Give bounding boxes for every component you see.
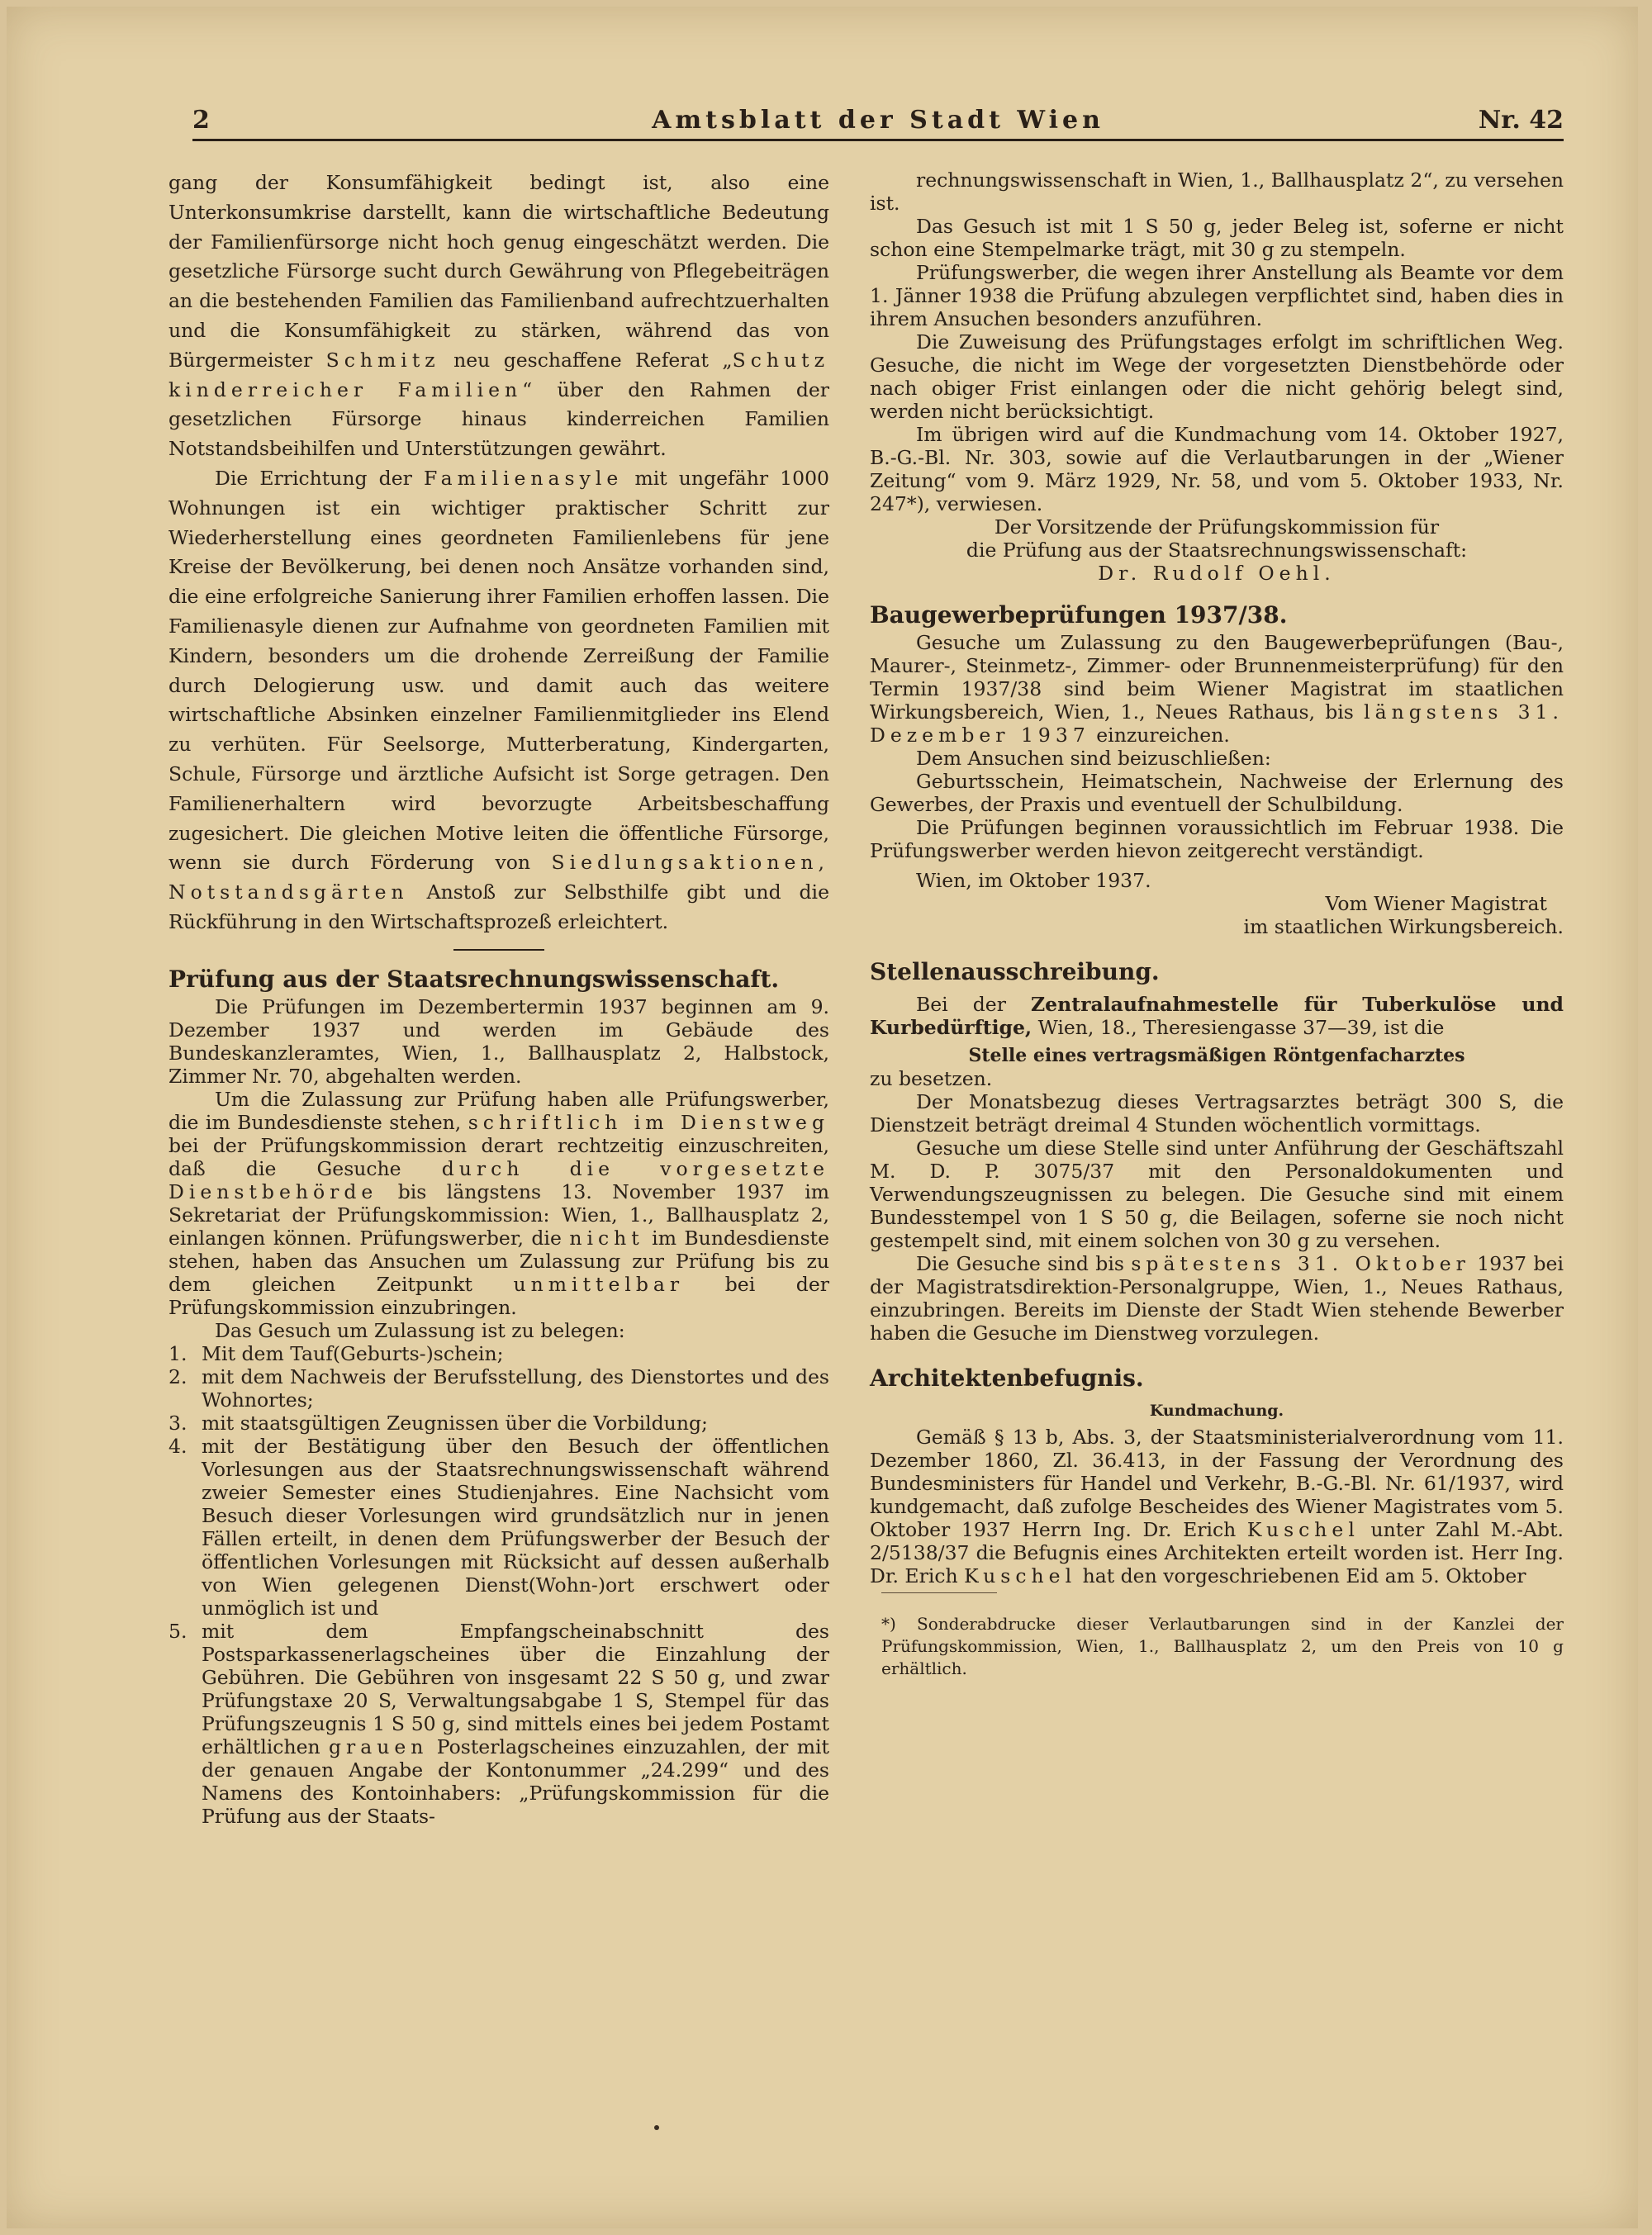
list-text: Mit dem Tauf(Geburts-)schein; xyxy=(202,1341,504,1365)
issue-number: Nr. 42 xyxy=(1478,106,1564,135)
list-text: mit dem Nachweis der Berufsstellung, des Dienstortes und des Wohnortes; xyxy=(202,1364,829,1412)
text-run: bis längstens 13. November 1937 im Sekretariat der Prüfungskommission: Wien, 1., Ballhausplatz 2, einlangen können. Prüfungswerber, die xyxy=(169,1179,829,1250)
text-run: “ über den Rahmen der gesetzlichen Fürsorge hinaus kinderreichen Familien Notstandsbeihilfen und Unterstützungen gewährt. xyxy=(169,377,830,461)
spaced-term: spätestens 31. Oktober xyxy=(1131,1252,1470,1275)
list-number: 1. xyxy=(169,1341,188,1365)
text-run: Die Errichtung der xyxy=(215,466,412,490)
spaced-term: Siedlungsaktionen, Notstandsgärten xyxy=(169,851,829,904)
section-paragraph xyxy=(870,993,1564,1039)
signature-name xyxy=(870,562,1564,585)
list-number: 5. xyxy=(169,1619,188,1643)
list-item xyxy=(169,1620,829,1828)
section-paragraph: Dem Ansuchen sind beizuschließen: xyxy=(916,747,1271,770)
text-run: mit ungefähr 1000 Wohnungen ist ein wichtiger praktischer Schritt zur Wiederherstellung eines geordneten Familienlebens für jene Kreise der Bevölkerung, bei denen noch Ansätze vorhanden sind, die eine erfolgreiche Sanierung ihrer Familien erhoffen lassen. Die Familienasyle dienen zur Aufnahme von geordneten Familien mit Kindern, besonders um die drohende Zerreißung der Familie durch Delogierung usw. und damit auch das weitere wirtschaftliche Absinken einzelner Familienmitglieder ins Elend zu verhüten. Für Seelsorge, Mutterberatung, Kindergarten, Schule, Fürsorge und ärztliche Aufsicht ist Sorge getragen. Den Familienerhaltern wird bevorzugte Arbeitsbeschaffung zugesichert. Die gleichen Motive leiten die öffentliche Fürsorge, wenn sie durch Förderung von xyxy=(169,466,829,875)
text-run: bei der Prüfungskommission derart rechtzeitig einzuschreiten, daß die Gesuche xyxy=(169,1133,829,1180)
list-number: 3. xyxy=(169,1411,188,1435)
spaced-name: Kuschel xyxy=(1246,1518,1360,1541)
page-mark xyxy=(654,2125,659,2130)
footnote: *) Sonderabdrucke dieser Verlautbarungen sind in der Kanzlei der Prüfungskommission, Wien, 1., Ballhausplatz 2, um den Preis von 10 g erhältlich. xyxy=(881,1614,1564,1678)
text-run: Gesuche um Zulassung zu den Baugewerbeprüfungen (Bau-, Maurer-, Steinmetz-, Zimmer- oder Brunnenmeisterprüfung) für den Termin 1937/38 sind beim Wiener Magistrat im staatlichen Wirkungsbereich, Wien, 1., Neues Rathaus, bis xyxy=(870,631,1564,724)
text-run: Gemäß § 13 b, Abs. 3, der Staatsministerialverordnung vom 11. Dezember 1860, Zl. 36.413, in der Fassung der Verordnung des Bundesministers für Handel und Verkehr, B.-G.-Bl. Nr. 61/1937, wird kundgemacht, daß zufolge Bescheides des Wiener Magistrates vom 5. Oktober 1937 Herrn Ing. Dr. Erich xyxy=(870,1426,1564,1541)
text-run: Die Gesuche sind bis xyxy=(916,1252,1124,1275)
spaced-term: unmittelbar xyxy=(513,1272,685,1296)
signature-line: Vom Wiener Magistrat xyxy=(1325,892,1547,915)
spaced-name: Dr. Rudolf Oehl. xyxy=(1098,562,1336,585)
requirements-list xyxy=(169,1342,829,1828)
bold-term: Zentralaufnahmestelle für Tuberkulöse und Kurbedürftige, xyxy=(870,993,1564,1039)
text-run: hat den vorgeschriebenen Eid am 5. Oktober xyxy=(1082,1564,1526,1587)
text-run: Anstoß zur Selbsthilfe gibt und die Rückführung in den Wirtschaftsprozeß erleichtert. xyxy=(169,880,829,933)
article-paragraph: Im übrigen wird auf die Kundmachung vom 14. Oktober 1927, B.-G.-Bl. Nr. 303, sowie auf die Verlautbarungen in der „Wiener Zeitung“ vom 9. März 1929, Nr. 58, und vom 5. Oktober 1933, Nr. 247*), verwiesen. xyxy=(870,423,1564,515)
section-paragraph: Die Prüfungen im Dezembertermin 1937 beginnen am 9. Dezember 1937 und werden im Gebäude des Bundeskanzleramtes, Wien, 1., Ballhausplatz 2, Halbstock, Zimmer Nr. 70, abgehalten werden. xyxy=(169,994,829,1088)
spaced-term: grauen xyxy=(328,1734,429,1758)
list-item xyxy=(169,1365,829,1412)
section-paragraph xyxy=(870,1426,1564,1587)
text-run: Wien, 18., Theresiengasse 37—39, ist die xyxy=(1037,1016,1445,1039)
list-text: Posterlagscheines einzuzahlen, der mit der genauen Angabe der Kontonummer „24.299“ und des Namens des Kontoinhabers: „Prüfungskommission für die Prüfung aus der Staats- xyxy=(202,1734,829,1828)
signature-line: Der Vorsitzende der Prüfungskommission für xyxy=(994,515,1440,539)
section-paragraph xyxy=(169,1088,829,1319)
section-paragraph: zu besetzen. xyxy=(870,1067,993,1090)
section-heading: Prüfung aus der Staatsrechnungswissenschaft. xyxy=(169,965,780,993)
newspaper-page xyxy=(7,7,1638,2228)
spaced-term: nicht xyxy=(569,1226,644,1250)
section-paragraph: Das Gesuch um Zulassung ist zu belegen: xyxy=(215,1318,625,1342)
text-run: einzureichen. xyxy=(1096,724,1230,747)
section-paragraph xyxy=(870,631,1564,747)
text-run: gang der Konsumfähigkeit bedingt ist, also eine Unterkonsumkrise darstellt, kann die wirtschaftliche Bedeutung der Familienfürsorge nicht hoch genug eingeschätzt werden. Die gesetzliche Fürsorge sucht durch Gewährung von Pflegebeiträgen an die bestehenden Familien das Familienband aufrechtzuerhalten und die Konsumfähigkeit zu stärken, während das von Bürgermeister xyxy=(169,171,829,372)
dateline: Wien, im Oktober 1937. xyxy=(916,869,1151,892)
spaced-term: Familienasyle xyxy=(423,466,624,490)
section-paragraph: Der Monatsbezug dieses Vertragsarztes beträgt 300 S, die Dienstzeit beträgt dreimal 4 Stunden wöchentlich vormittags. xyxy=(870,1090,1564,1136)
article-paragraph: Die Zuweisung des Prüfungstages erfolgt im schriftlichen Weg. Gesuche, die nicht im Wege der vorgesetzten Dienstbehörde oder nach obiger Frist einlangen oder die nicht gehörig belegt sind, werden nicht berücksichtigt. xyxy=(870,330,1564,423)
footnote-divider xyxy=(881,1592,997,1593)
spaced-name: Kuschel xyxy=(964,1564,1077,1587)
job-title: Stelle eines vertragsmäßigen Röntgenfacharztes xyxy=(968,1045,1465,1066)
section-paragraph xyxy=(870,1252,1564,1345)
list-number: 2. xyxy=(169,1364,188,1388)
text-run: 1937 bei der Magistratsdirektion-Personalgruppe, Wien, 1., Neues Rathaus, einzubringen. Bereits im Dienste der Stadt Wien stehende Bewerber haben die Gesuche im Dienstweg vorzulegen. xyxy=(870,1252,1564,1345)
list-text: mit der Bestätigung über den Besuch der öffentlichen Vorlesungen aus der Staatsrechnungswissenschaft während zweier Semester eines Studienjahres. Eine Nachsicht vom Besuch dieser Vorlesungen wird grundsätzlich nur in jenen Fällen erteilt, in denen dem Prüfungswerber der Besuch der öffentlichen Vorlesungen mit Rücksicht auf dessen außerhalb von Wien gelegenen Dienst(Wohn-)ort erschwert oder unmöglich ist und xyxy=(202,1434,829,1620)
text-run: Bei der xyxy=(916,993,1006,1016)
left-column xyxy=(169,168,829,1828)
spaced-term: durch die vorgesetzte Dienstbehörde xyxy=(169,1156,829,1203)
subheading: Kundmachung. xyxy=(1149,1402,1284,1420)
list-number: 4. xyxy=(169,1434,188,1458)
text-run: Um die Zulassung zur Prüfung haben alle Prüfungswerber, die im Bundesdienste stehen, xyxy=(169,1087,829,1134)
article-paragraph: Das Gesuch ist mit 1 S 50 g, jeder Beleg ist, soferne er nicht schon eine Stempelmarke trägt, mit 30 g zu stempeln. xyxy=(870,215,1564,261)
text-run: unter Zahl M.-Abt. 2/5138/37 die Befugnis eines Architekten erteilt worden ist. Herr Ing. Dr. Erich xyxy=(870,1518,1564,1587)
list-text: mit dem Empfangscheinabschnitt des Postsparkassenerlagscheines über die Einzahlung der Gebühren. Die Gebühren von insgesamt 22 S 50 g, und zwar Prüfungstaxe 20 S, Verwaltungsabgabe 1 S, Stempel für das Prüfungszeugnis 1 S 50 g, sind mittels eines bei jedem Postamt erhältlichen xyxy=(202,1619,829,1758)
text-run: neu geschaffene Referat „ xyxy=(453,348,733,372)
section-heading: Architektenbefugnis. xyxy=(870,1364,1144,1392)
page-header xyxy=(192,104,1564,141)
page-number: 2 xyxy=(192,106,210,135)
signature-line: die Prüfung aus der Staatsrechnungswissenschaft: xyxy=(966,539,1468,562)
list-item xyxy=(169,1435,829,1620)
spaced-name: Schmitz xyxy=(325,348,440,372)
publication-title: Amtsblatt der Stadt Wien xyxy=(652,106,1104,135)
list-item xyxy=(169,1412,829,1435)
section-paragraph: Die Prüfungen beginnen voraussichtlich im Februar 1938. Die Prüfungswerber werden hievon zeitgerecht verständigt. xyxy=(870,816,1564,862)
article-paragraph xyxy=(169,168,829,464)
text-run: bei der Prüfungskommission einzubringen. xyxy=(169,1272,829,1319)
list-text: mit staatsgültigen Zeugnissen über die Vorbildung; xyxy=(202,1411,708,1435)
list-item xyxy=(169,1342,829,1365)
text-run: im Bundesdienste stehen, haben das Ansuchen um Zulassung zur Prüfung bis zu dem gleichen Zeitpunkt xyxy=(169,1226,829,1296)
section-heading: Stellenausschreibung. xyxy=(870,958,1160,985)
spaced-term: schriftlich im Dienstweg xyxy=(468,1110,829,1134)
article-paragraph: Prüfungswerber, die wegen ihrer Anstellung als Beamte vor dem 1. Jänner 1938 die Prüfung abzulegen verpflichtet sind, haben dies in ihrem Ansuchen besonders anzuführen. xyxy=(870,261,1564,330)
section-heading: Baugewerbeprüfungen 1937/38. xyxy=(870,601,1288,629)
section-paragraph: Geburtsschein, Heimatschein, Nachweise der Erlernung des Gewerbes, der Praxis und eventuell der Schulbildung. xyxy=(870,770,1564,816)
article-paragraph: rechnungswissenschaft in Wien, 1., Ballhausplatz 2“, zu versehen ist. xyxy=(870,168,1564,215)
section-divider xyxy=(453,949,544,951)
article-paragraph xyxy=(169,464,829,937)
spaced-term: Schutz kinderreicher Familien xyxy=(169,348,829,401)
right-column xyxy=(870,168,1564,1680)
signature-line: im staatlichen Wirkungsbereich. xyxy=(1243,915,1564,938)
spaced-term: längstens 31. Dezember 1937 xyxy=(870,700,1564,747)
section-paragraph: Gesuche um diese Stelle sind unter Anführung der Geschäftszahl M. D. P. 3075/37 mit den Personaldokumenten und Verwendungszeugnissen zu belegen. Die Gesuche sind mit einem Bundesstempel von 1 S 50 g, die Beilagen, soferne sie noch nicht gestempelt sind, mit einem solchen von 30 g zu versehen. xyxy=(870,1136,1564,1252)
